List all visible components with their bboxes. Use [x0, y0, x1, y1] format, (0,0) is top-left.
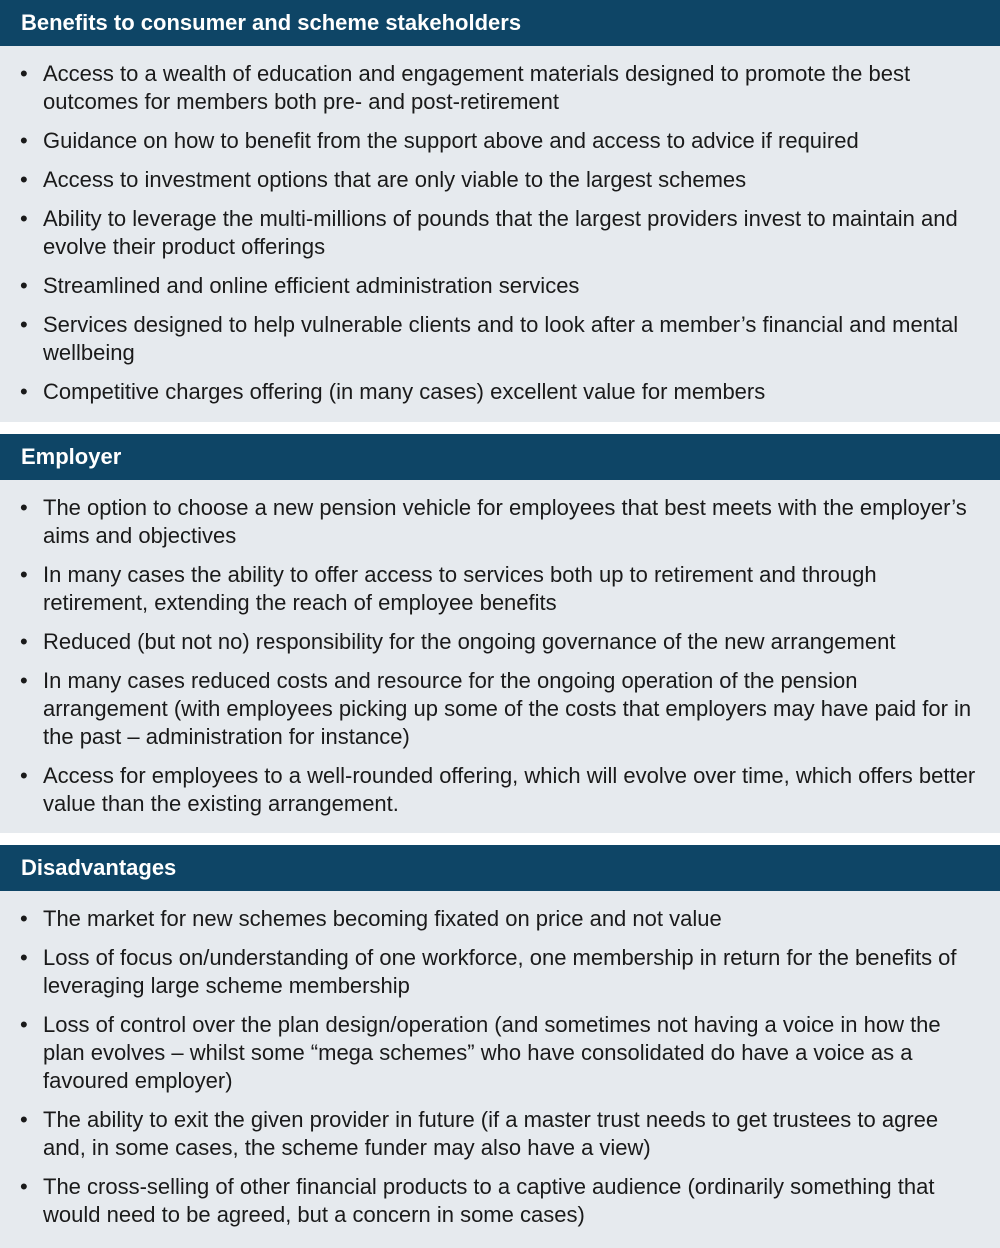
list-item	[0, 1173, 1000, 1229]
list-item	[0, 762, 1000, 818]
list-item	[0, 494, 1000, 550]
list-item-text: Reduced (but not no) responsibility for the ongoing governance of the new arrangement	[43, 629, 896, 654]
disadvantages-header: Disadvantages	[0, 845, 1000, 891]
bullet-icon: •	[20, 128, 28, 153]
list-item-text: The ability to exit the given provider in future (if a master trust needs to get trustees to agree and, in some cases, the scheme funder may also have a view)	[43, 1107, 939, 1160]
list-item	[0, 272, 1000, 300]
list-item-text: Services designed to help vulnerable clients and to look after a member’s financial and mental wellbeing	[43, 312, 959, 365]
section-divider	[0, 833, 1000, 845]
list-item	[0, 1106, 1000, 1162]
list-item-text: Competitive charges offering (in many cases) excellent value for members	[43, 379, 766, 404]
list-item	[0, 561, 1000, 617]
disadvantages-section	[0, 845, 1000, 1248]
bullet-icon: •	[20, 206, 28, 231]
list-item	[0, 1011, 1000, 1095]
list-item	[0, 944, 1000, 1000]
bullet-icon: •	[20, 629, 28, 654]
bullet-icon: •	[20, 906, 28, 931]
list-item-text: In many cases the ability to offer access to services both up to retirement and through retirement, extending the reach of employee benefits	[43, 562, 877, 615]
list-item-text: The option to choose a new pension vehicle for employees that best meets with the employer’s aims and objectives	[43, 495, 967, 548]
benefits-list	[0, 46, 1000, 406]
list-item	[0, 905, 1000, 933]
list-item-text: Guidance on how to benefit from the support above and access to advice if required	[43, 128, 859, 153]
list-item	[0, 205, 1000, 261]
bullet-icon: •	[20, 61, 28, 86]
bullet-icon: •	[20, 562, 28, 587]
employer-list	[0, 480, 1000, 818]
list-item-text: Ability to leverage the multi-millions of pounds that the largest providers invest to maintain and evolve their product offerings	[43, 206, 958, 259]
bullet-icon: •	[20, 379, 28, 404]
list-item-text: The market for new schemes becoming fixated on price and not value	[43, 906, 722, 931]
bullet-icon: •	[20, 312, 28, 337]
bullet-icon: •	[20, 273, 28, 298]
bullet-icon: •	[20, 167, 28, 192]
list-item-text: Access to investment options that are only viable to the largest schemes	[43, 167, 747, 192]
bullet-icon: •	[20, 1107, 28, 1132]
list-item-text: Loss of focus on/understanding of one workforce, one membership in return for the benefits of leveraging large scheme membership	[43, 945, 957, 998]
bullet-icon: •	[20, 495, 28, 520]
bullet-icon: •	[20, 1012, 28, 1037]
bullet-icon: •	[20, 1174, 28, 1199]
list-item	[0, 628, 1000, 656]
benefits-section	[0, 0, 1000, 422]
section-divider	[0, 422, 1000, 434]
list-item-text: The cross-selling of other financial products to a captive audience (ordinarily something that would need to be agreed, but a concern in some cases)	[43, 1174, 935, 1227]
bullet-icon: •	[20, 668, 28, 693]
list-item	[0, 127, 1000, 155]
employer-header: Employer	[0, 434, 1000, 480]
bullet-icon: •	[20, 945, 28, 970]
list-item-text: Streamlined and online efficient administration services	[43, 273, 580, 298]
disadvantages-list	[0, 891, 1000, 1229]
list-item-text: Loss of control over the plan design/operation (and sometimes not having a voice in how the plan evolves – whilst some “mega schemes” who have consolidated do have a voice as a favoured employer)	[43, 1012, 941, 1093]
list-item-text: Access for employees to a well-rounded offering, which will evolve over time, which offers better value than the existing arrangement.	[43, 763, 976, 816]
bullet-icon: •	[20, 763, 28, 788]
list-item	[0, 166, 1000, 194]
list-item	[0, 60, 1000, 116]
list-item	[0, 667, 1000, 751]
employer-section	[0, 434, 1000, 833]
list-item-text: In many cases reduced costs and resource for the ongoing operation of the pension arrangement (with employees picking up some of the costs that employers may have paid for in the past – administration for instance)	[43, 668, 972, 749]
list-item-text: Access to a wealth of education and engagement materials designed to promote the best outcomes for members both pre- and post-retirement	[43, 61, 911, 114]
list-item	[0, 311, 1000, 367]
list-item	[0, 378, 1000, 406]
benefits-header: Benefits to consumer and scheme stakeholders	[0, 0, 1000, 46]
